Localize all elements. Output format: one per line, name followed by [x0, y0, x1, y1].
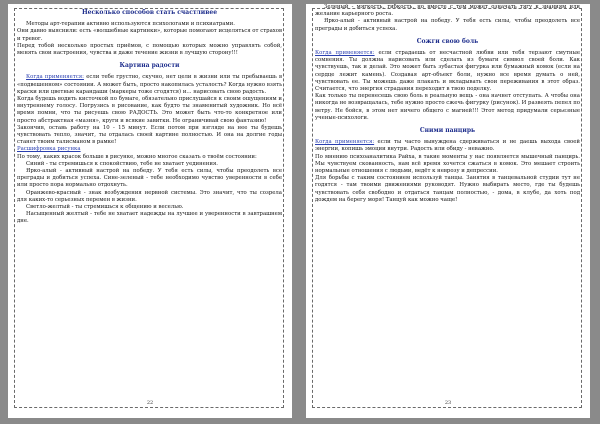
paragraph: По тому, каких красок больше в рисунке, можно многое сказать о твоём состоянии:: [17, 153, 257, 160]
paragraph: Зеленый - мягкость, гибкость, но вместе с тем может означать тягу к знаниям или желание карьерного роста.: [315, 4, 580, 18]
paragraph: По мнению психоаналитика Райха, в такие моменты у нас появляется мышечный панцирь. Мы чувствуем скованность, нам всё время хочется сжаться в комок. Это мешает строить нормальные отношения с людьми, ведёт к неврозу и депрессии.: [315, 153, 580, 175]
paragraph-text: если ты часто вынуждена сдерживаться и не даешь выхода своей энергии, копишь эмоции внутри. Радость или обиду - неважно.: [315, 139, 580, 153]
page-number: 22: [146, 400, 154, 406]
right-page: [306, 4, 590, 418]
paragraph: Ярко-алый - активный настрой на победу. У тебя есть силы, чтобы преодолеть все преграды и добиться успеха. Сине-зеленый - тебе необходимо чувство уверенности в себе или просто пора нормально отдохнуть.: [17, 168, 282, 189]
section-title: Картина радости: [119, 62, 180, 70]
page-number: 23: [444, 400, 452, 406]
paragraph: [315, 139, 580, 153]
paragraph: Методы арт-терапии активно используются психологами и психиатрами.: [26, 21, 235, 28]
paragraph: Светло-желтый - ты стремишься к общению и веселью.: [26, 204, 184, 211]
left-page: [8, 4, 292, 418]
paragraph: Когда будешь водить кисточкой по бумаге, обязательно прислушайся к своим ощущениям и внутреннему голосу. Погрузись в рисование, как будто ты знаменитый художник. Но всё время помни, что ты рисуешь свою РАДОСТЬ. Это может быть что-то конкретное или просто абстрактная «мазня», круги и всякие завитки. Не ограничивай свою фантазию!: [17, 96, 282, 124]
section-title: Сними панцирь: [419, 127, 476, 135]
section-title: Несколько способов стать счастливее: [81, 9, 218, 16]
paragraph: Оранжево-красный - знак возбуждения нервной системы. Это значит, что ты созрела для каких-то серьезных перемен в жизни.: [17, 189, 282, 203]
paragraph: [315, 50, 580, 93]
paragraph: Как только ты перенесешь свою боль в реальную вещь - она начнет отступать. А чтобы она никогда не возвращалась, тебе нужно просто сжечь фигурку (рисунок). И развеять пепел по ветру. Не бойся, в этом нет ничего общего с магией!!! Этот метод придумали серьезные ученые-психологи.: [315, 93, 580, 121]
highlight-label: Когда применяется:: [315, 50, 375, 57]
paragraph: Ярко-алый - активный настрой на победу. У тебя есть силы, чтобы преодолеть все преграды и добиться успеха.: [315, 18, 580, 32]
paragraph: Для борьбы с таким состоянием используй танцы. Занятия в танцевальной студии тут не годятся - там твоими движениями руководят. Нужно выбирать место, где ты будешь чувствовать себя свободно и отдаться танцам полностью, - дома, в клубе, да хоть под дождем на берегу моря! Танцуй как можно чаще!: [315, 175, 580, 203]
paragraph: Перед тобой несколько простых приёмов, с помощью которых можно управлять собой, менять свои настроения, чувства и даже течение жизни в лучшую сторону!!!: [17, 42, 282, 57]
paragraph-text: если тебе грустно, скучно, нет цели в жизни или ты пребываешь в «подвешенном» состоянии. А может быть, просто накопилась усталость? Когда нужно взять краски или цветные карандаши (маркеры тоже сгодятся) и... нарисовать свою радость.: [17, 74, 282, 95]
paragraph-text: если страдаешь от несчастной любви или тебя терзают смутные сомнения. Ты должна нарисовать или сделать из бумаги символ своей боли. Как чувствуешь, так и делай. Это может быть зубастая фигурка или бумажный комок (если на сердце лежит камень). Создавая арт-объект боли, нужно все время думать о ней, чувствовать ее. Ты можешь даже плакать и вкладывать свои переживания в этот образ. Считается, что энергия страдания переходит в твою поделку.: [315, 50, 580, 93]
paragraph: [17, 74, 282, 96]
paragraph: Синий - ты стремишься к спокойствию, тебе не хватает уединения.: [26, 160, 218, 167]
left-page-content: [17, 4, 282, 402]
paragraph: Насыщенный желтый - тебе не хватает надежды на лучшее и уверенности в завтрашнем дне.: [17, 211, 282, 225]
section-title: Сожги свою боль: [416, 37, 479, 45]
paragraph: [17, 146, 282, 153]
highlight-label: Расшифровка рисунка: [17, 146, 81, 153]
paragraph: Закончив, оставь работу на 10 - 15 минут. Если потом при взгляде на нее ты будешь чувствовать тепло, значит, ты отдалась своей картине полностью. И она на долгие годы станет твоим талисманом в рамке!: [17, 124, 282, 146]
highlight-label: Когда применяется:: [26, 74, 84, 81]
highlight-label: Когда применяется:: [315, 139, 375, 146]
paragraph: Они давно выяснили: есть «волшебные картинки», которые помогают исцеляться от страхов и тревог.: [17, 28, 282, 42]
right-page-content: [315, 4, 580, 402]
